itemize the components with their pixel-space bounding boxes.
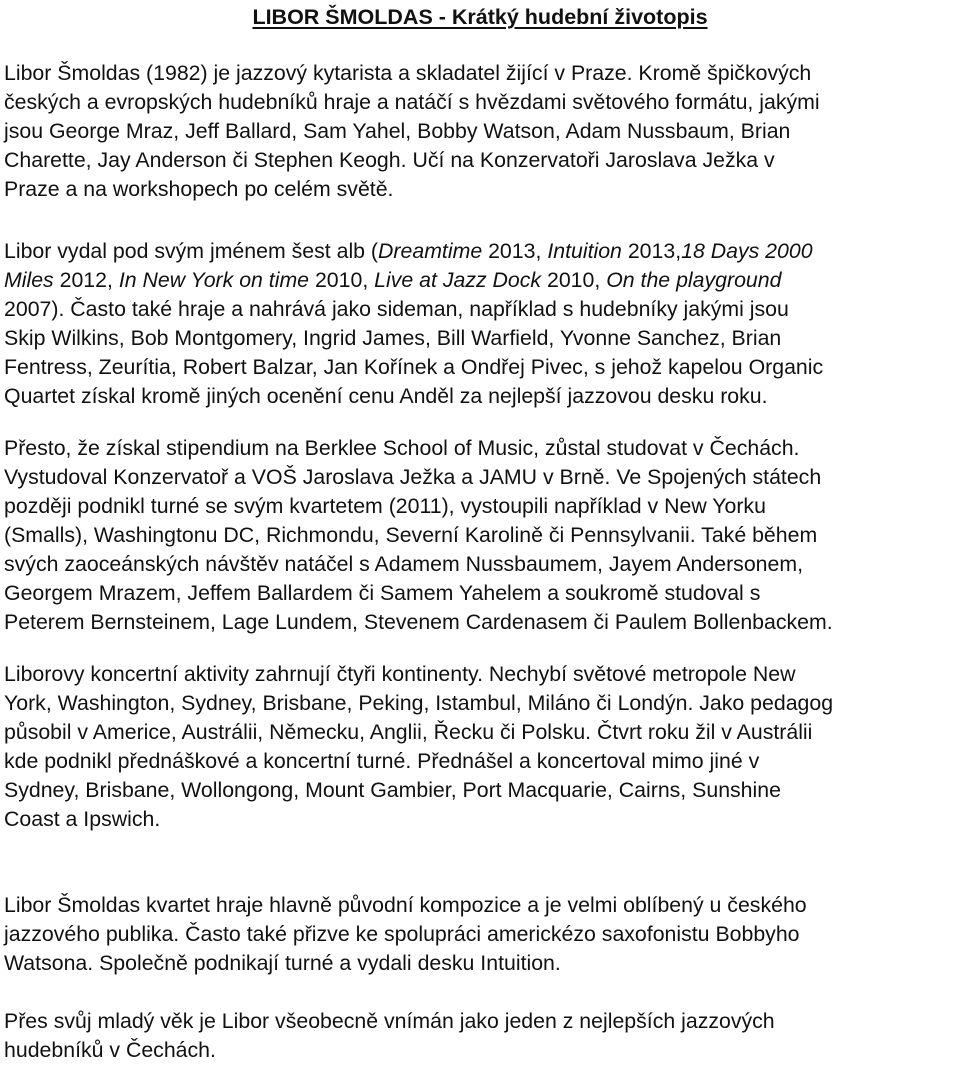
album-title: Dreamtime <box>378 239 483 263</box>
text-line: Liborovy koncertní aktivity zahrnují čtyři kontinenty. Nechybí světové metropole New <box>4 662 796 686</box>
text-line: českých a evropských hudebníků hraje a natáčí s hvězdami světového formátu, jakými <box>4 90 820 114</box>
paragraph-concerts <box>4 660 956 834</box>
paragraph-closing <box>4 1007 956 1065</box>
text-line: York, Washington, Sydney, Brisbane, Peking, Istambul, Miláno či Londýn. Jako pedagog <box>4 691 834 715</box>
text-segment: Libor vydal pod svým jménem šest alb ( <box>4 239 379 263</box>
text-line: Praze a na workshopech po celém světě. <box>4 177 394 201</box>
text-line: svých zaoceánských návštěv natáčel s Adamem Nussbaumem, Jayem Andersonem, <box>4 552 804 576</box>
document-title: LIBOR ŠMOLDAS - Krátký hudební životopis <box>252 5 708 29</box>
text-line: působil v Americe, Austrálii, Německu, Anglii, Řecku či Polsku. Čtvrt roku žil v Austrálii <box>4 720 813 744</box>
text-line: později podnikl turné se svým kvartetem (2011), vystoupili například v New Yorku <box>4 494 766 518</box>
text-line: Charette, Jay Anderson či Stephen Keogh. Učí na Konzervatoři Jaroslava Ježka v <box>4 148 775 172</box>
text-segment: 2013, <box>621 239 682 263</box>
text-line: Fentress, Zeurítia, Robert Balzar, Jan Kořínek a Ondřej Pivec, s jehož kapelou Organic <box>4 355 824 379</box>
text-line: Přesto, že získal stipendium na Berklee School of Music, zůstal studovat v Čechách. <box>4 436 800 460</box>
text-line: Libor Šmoldas kvartet hraje hlavně původní kompozice a je velmi oblíbený u českého <box>4 893 807 917</box>
album-title: In New York on time <box>118 268 310 292</box>
text-line: (Smalls), Washingtonu DC, Richmondu, Severní Karolině či Pennsylvanii. Také během <box>4 523 818 547</box>
album-title: Miles <box>4 268 54 292</box>
text-segment: 2013, <box>482 239 548 263</box>
text-line: Sydney, Brisbane, Wollongong, Mount Gambier, Port Macquarie, Cairns, Sunshine <box>4 778 781 802</box>
album-title: Intuition <box>547 239 622 263</box>
text-line: jazzového publika. Často také přizve ke spolupráci americkézo saxofonistu Bobbyho <box>4 922 800 946</box>
paragraph-intro <box>4 59 956 204</box>
text-line: Přes svůj mladý věk je Libor všeobecně vnímán jako jeden z nejlepších jazzových <box>4 1009 775 1033</box>
text-segment: 2010, <box>309 268 375 292</box>
text-line: kde podnikl přednáškové a koncertní turné. Přednášel a koncertoval mimo jiné v <box>4 749 760 773</box>
paragraph-quartet <box>4 891 956 978</box>
text-line <box>4 237 956 266</box>
album-title: Live at Jazz Dock <box>374 268 542 292</box>
text-line: Watsona. Společně podnikají turné a vydali desku Intuition. <box>4 951 561 975</box>
text-line: Georgem Mrazem, Jeffem Ballardem či Samem Yahelem a soukromě studoval s <box>4 581 761 605</box>
text-line: Quartet získal kromě jiných ocenění cenu Anděl za nejlepší jazzovou desku roku. <box>4 384 768 408</box>
text-line: Vystudoval Konzervatoř a VOŠ Jaroslava Ježka a JAMU v Brně. Ve Spojených státech <box>4 465 822 489</box>
text-line: Peterem Bernsteinem, Lage Lundem, Stevenem Cardenasem či Paulem Bollenbackem. <box>4 610 833 634</box>
text-line: 2007). Často také hraje a nahrává jako sideman, například s hudebníky jakými jsou <box>4 297 789 321</box>
text-line: Coast a Ipswich. <box>4 807 161 831</box>
album-title: 18 Days 2000 <box>681 239 813 263</box>
paragraph-education <box>4 434 956 637</box>
album-title: On the playground <box>606 268 782 292</box>
text-line: Libor Šmoldas (1982) je jazzový kytarista a skladatel žijící v Praze. Kromě špičkových <box>4 61 812 85</box>
text-segment: 2012, <box>53 268 119 292</box>
text-line: Skip Wilkins, Bob Montgomery, Ingrid James, Bill Warfield, Yvonne Sanchez, Brian <box>4 326 782 350</box>
text-line <box>4 266 956 295</box>
text-line: hudebníků v Čechách. <box>4 1038 216 1062</box>
paragraph-albums <box>4 237 956 411</box>
text-line: jsou George Mraz, Jeff Ballard, Sam Yahel, Bobby Watson, Adam Nussbaum, Brian <box>4 119 791 143</box>
text-segment: 2010, <box>541 268 607 292</box>
